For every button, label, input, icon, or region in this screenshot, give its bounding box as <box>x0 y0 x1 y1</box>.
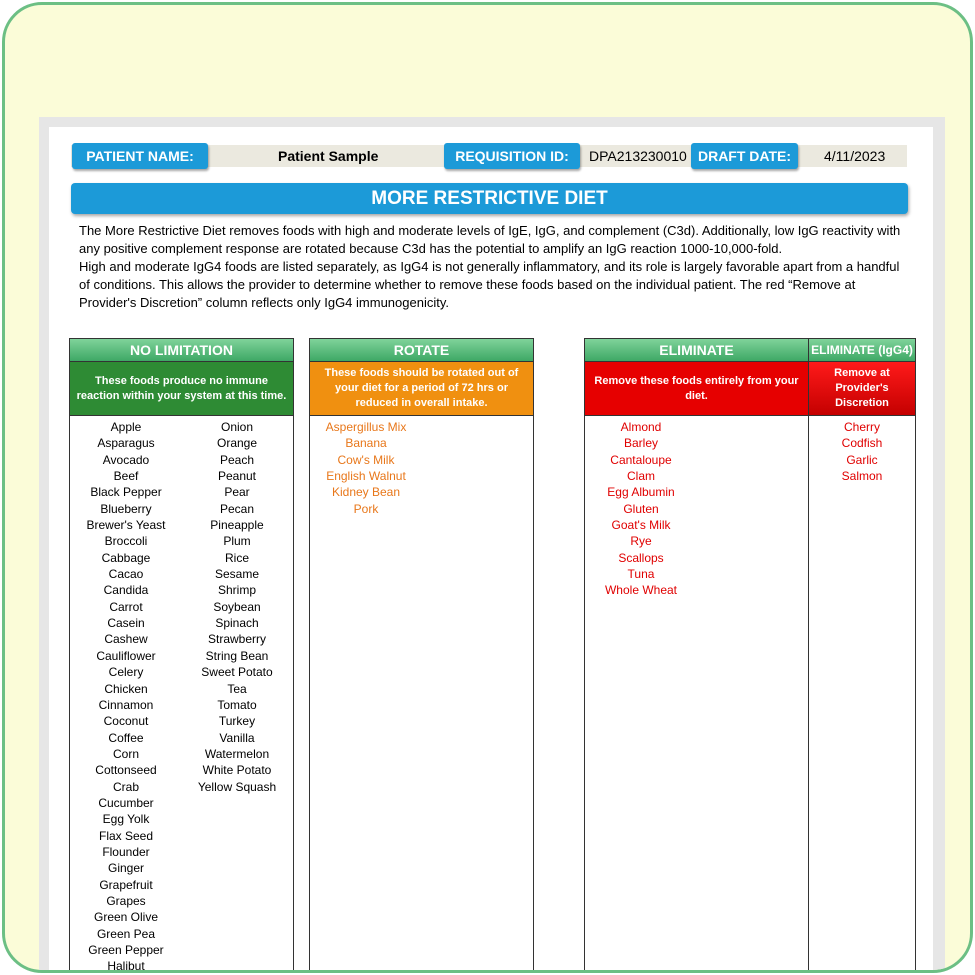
food-item: Cantaloupe <box>610 452 672 467</box>
food-item: White Potato <box>202 763 272 778</box>
food-item: Tomato <box>217 697 257 712</box>
page-title: MORE RESTRICTIVE DIET <box>71 183 908 214</box>
food-item: Cauliflower <box>96 648 156 663</box>
food-item: Candida <box>103 583 149 598</box>
patient-name-value: Patient Sample <box>278 148 379 164</box>
food-item: Pear <box>224 485 250 500</box>
food-item: Asparagus <box>97 436 155 451</box>
food-item: Banana <box>345 436 387 451</box>
report-sheet <box>49 127 933 973</box>
eliminate-igg4-column <box>808 338 916 973</box>
food-item: Turkey <box>218 714 256 729</box>
food-item: Cinnamon <box>98 697 154 712</box>
no-limitation-lists <box>70 416 293 973</box>
food-item: Egg Yolk <box>102 812 150 827</box>
food-item: Crab <box>112 779 139 794</box>
food-item: Tea <box>227 681 247 696</box>
food-item: Apple <box>110 420 142 434</box>
food-item: Yellow Squash <box>197 779 277 794</box>
food-item: Pork <box>353 501 379 516</box>
food-item: Codfish <box>841 436 883 451</box>
food-item: Onion <box>220 420 254 434</box>
patient-name-label: PATIENT NAME: <box>72 143 208 169</box>
food-item: Cabbage <box>101 550 151 565</box>
no-limitation-subtitle: These foods produce no immune reaction within your system at this time. <box>70 362 293 416</box>
rotate-header: ROTATE <box>310 339 533 362</box>
food-item: Corn <box>112 746 139 761</box>
food-item: Cherry <box>843 420 880 434</box>
food-item: Cacao <box>108 567 144 582</box>
food-item: Clam <box>626 469 655 484</box>
no-limitation-list-a <box>70 416 182 973</box>
no-limitation-column <box>69 338 294 973</box>
food-item: Peach <box>219 452 255 467</box>
food-item: Egg Albumin <box>607 485 675 500</box>
food-item: Green Olive <box>93 910 159 925</box>
food-item: Chicken <box>104 681 148 696</box>
food-item: Celery <box>108 665 144 680</box>
eliminate-igg4-list <box>809 416 915 484</box>
food-item: Whole Wheat <box>604 583 678 598</box>
description-paragraph-2: High and moderate IgG4 foods are listed separately, as IgG4 is not generally inflammatory, and its role is largely favorable apart from a handful of conditions. This allows the provider to determine whether to remove these foods based on the individual patient. The red “Remove at Provider's Discretion” column reflects only IgG4 immunogenicity. <box>79 259 900 310</box>
rotate-list <box>310 416 422 517</box>
requisition-id-label: REQUISITION ID: <box>444 143 580 169</box>
eliminate-subtitle: Remove these foods entirely from your diet. <box>585 362 808 416</box>
food-item: Vanilla <box>219 730 255 745</box>
food-item: Halibut <box>107 959 145 973</box>
food-item: Ginger <box>107 861 145 876</box>
food-item: Watermelon <box>204 746 270 761</box>
food-item: Tuna <box>627 567 655 582</box>
requisition-id-value: DPA213230010 <box>589 148 687 164</box>
food-item: Gluten <box>623 501 659 516</box>
no-limitation-header: NO LIMITATION <box>70 339 293 362</box>
no-limitation-list-b <box>182 416 292 973</box>
food-item: Sweet Potato <box>201 665 273 680</box>
food-item: Rice <box>224 550 249 565</box>
food-item: Carrot <box>109 599 143 614</box>
description-paragraph-1: The More Restrictive Diet removes foods with high and moderate levels of IgE, IgG, and complement (C3d). Additionally, low IgG reactivity with any positive complement response are rotated because C3d has the potential to amplify an IgG reaction 1000-10,000-fold. <box>79 223 901 256</box>
eliminate-igg4-subtitle: Remove at Provider's Discretion <box>809 362 915 416</box>
food-item: Coffee <box>108 730 144 745</box>
food-item: Grapefruit <box>99 877 153 892</box>
food-item: Flax Seed <box>98 828 154 843</box>
food-item: Kidney Bean <box>331 485 401 500</box>
food-item: Aspergillus Mix <box>325 420 407 434</box>
food-item: Avocado <box>102 452 150 467</box>
rotate-column <box>309 338 534 973</box>
food-item: Cashew <box>104 632 148 647</box>
food-item: Black Pepper <box>90 485 162 500</box>
food-item: Cucumber <box>98 795 154 810</box>
food-item: Cow's Milk <box>337 452 395 467</box>
food-item: Salmon <box>841 469 883 484</box>
food-item: English Walnut <box>326 469 406 484</box>
food-item: Garlic <box>846 452 878 467</box>
food-item: Peanut <box>217 469 257 484</box>
food-item: Soybean <box>213 599 261 614</box>
food-item: Pineapple <box>210 518 264 533</box>
food-item: Green Pea <box>96 926 156 941</box>
food-item: Flounder <box>102 844 150 859</box>
food-item: Grapes <box>106 893 146 908</box>
food-item: Cottonseed <box>95 763 157 778</box>
food-item: Plum <box>223 534 251 549</box>
food-item: Casein <box>107 616 145 631</box>
food-item: Goat's Milk <box>611 518 671 533</box>
food-item: Barley <box>623 436 658 451</box>
eliminate-list <box>585 416 697 599</box>
rotate-subtitle: These foods should be rotated out of your diet for a period of 72 hrs or reduced in overall intake. <box>310 362 533 416</box>
eliminate-header: ELIMINATE <box>585 339 808 362</box>
food-item: Broccoli <box>104 534 148 549</box>
food-item: Blueberry <box>100 501 152 516</box>
food-item: Shrimp <box>217 583 256 598</box>
food-item: Beef <box>113 469 139 484</box>
food-item: Green Pepper <box>88 943 164 957</box>
food-item: Brewer's Yeast <box>86 518 166 533</box>
food-item: Rye <box>630 534 652 549</box>
food-item: Strawberry <box>207 632 266 647</box>
eliminate-column <box>584 338 809 973</box>
food-item: String Bean <box>205 648 269 663</box>
food-item: Pecan <box>219 501 255 516</box>
eliminate-igg4-header: ELIMINATE (IgG4) <box>809 339 915 362</box>
food-item: Scallops <box>618 550 664 565</box>
food-item: Orange <box>216 436 258 451</box>
page-frame <box>2 2 973 973</box>
food-item: Spinach <box>215 616 259 631</box>
food-item: Coconut <box>103 714 149 729</box>
food-item: Sesame <box>214 567 260 582</box>
diet-description <box>79 222 909 312</box>
food-item: Almond <box>620 420 662 434</box>
draft-date-value: 4/11/2023 <box>824 148 886 164</box>
draft-date-label: DRAFT DATE: <box>691 143 798 169</box>
